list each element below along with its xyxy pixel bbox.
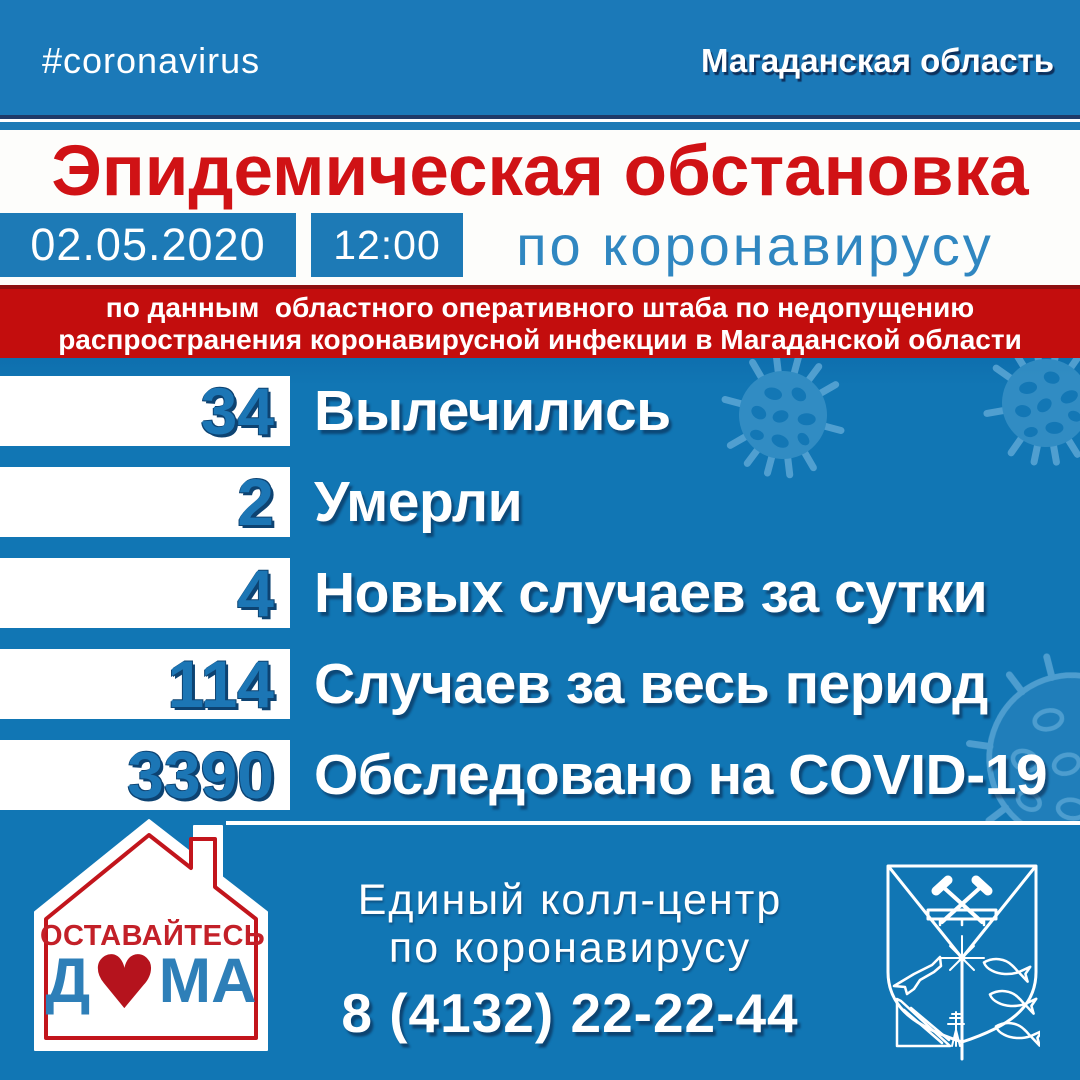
stat-value: 34 xyxy=(200,374,274,448)
hashtag-label: #coronavirus xyxy=(42,40,261,81)
stat-value: 2 xyxy=(237,465,274,539)
date-badge: 02.05.2020 xyxy=(0,213,296,277)
stat-row xyxy=(0,740,1080,810)
stat-bar xyxy=(0,467,290,537)
stat-value: 114 xyxy=(167,647,274,721)
stat-row xyxy=(0,558,1080,628)
stat-bar xyxy=(0,558,290,628)
subtitle-label: по коронавирусу xyxy=(516,213,994,277)
source-banner xyxy=(0,285,1080,358)
stat-row xyxy=(0,649,1080,719)
stat-bar xyxy=(0,649,290,719)
stat-value: 4 xyxy=(237,556,274,630)
stats-section xyxy=(0,358,1080,821)
stat-bar xyxy=(0,740,290,810)
stat-label: Обследовано на COVID-19 xyxy=(314,743,1048,807)
time-badge: 12:00 xyxy=(311,213,463,277)
heart-icon: ♥ xyxy=(91,940,158,1026)
callcenter-block xyxy=(320,826,820,1042)
stat-row xyxy=(0,376,1080,446)
stay-home-badge xyxy=(34,817,268,1051)
callcenter-line1: Единый колл-центр xyxy=(357,876,783,924)
stat-value: 3390 xyxy=(127,738,274,812)
source-banner-line1: по данным областного оперативного штаба по недопущению xyxy=(105,291,975,323)
stay-home-letters-ma: МА xyxy=(158,946,257,1016)
footer-divider-line xyxy=(226,821,1080,825)
stat-label: Вылечились xyxy=(314,379,671,443)
stay-home-line1: ОСТАВАЙТЕСЬ xyxy=(40,920,266,952)
source-banner-line2: распространения коронавирусной инфекции в Магаданской области xyxy=(58,323,1022,355)
header-band xyxy=(0,0,1080,115)
stat-row xyxy=(0,467,1080,537)
stay-home-letter-d: Д xyxy=(45,946,91,1016)
stat-bar xyxy=(0,376,290,446)
divider-blue xyxy=(0,122,1080,130)
stay-home-line2 xyxy=(40,940,262,1026)
stat-label: Случаев за весь период xyxy=(314,652,988,716)
stat-label: Умерли xyxy=(314,470,523,534)
region-label: Магаданская область xyxy=(700,42,1054,79)
callcenter-phone: 8 (4132) 22-22-44 xyxy=(341,982,799,1044)
page-title: Эпидемическая обстановка xyxy=(51,132,1029,211)
stat-label: Новых случаев за сутки xyxy=(314,561,988,625)
title-panel xyxy=(0,130,1080,285)
footer-band xyxy=(0,826,1080,1080)
callcenter-line2: по коронавирусу xyxy=(388,924,752,972)
magadan-oblast-emblem-icon xyxy=(884,862,1040,1062)
